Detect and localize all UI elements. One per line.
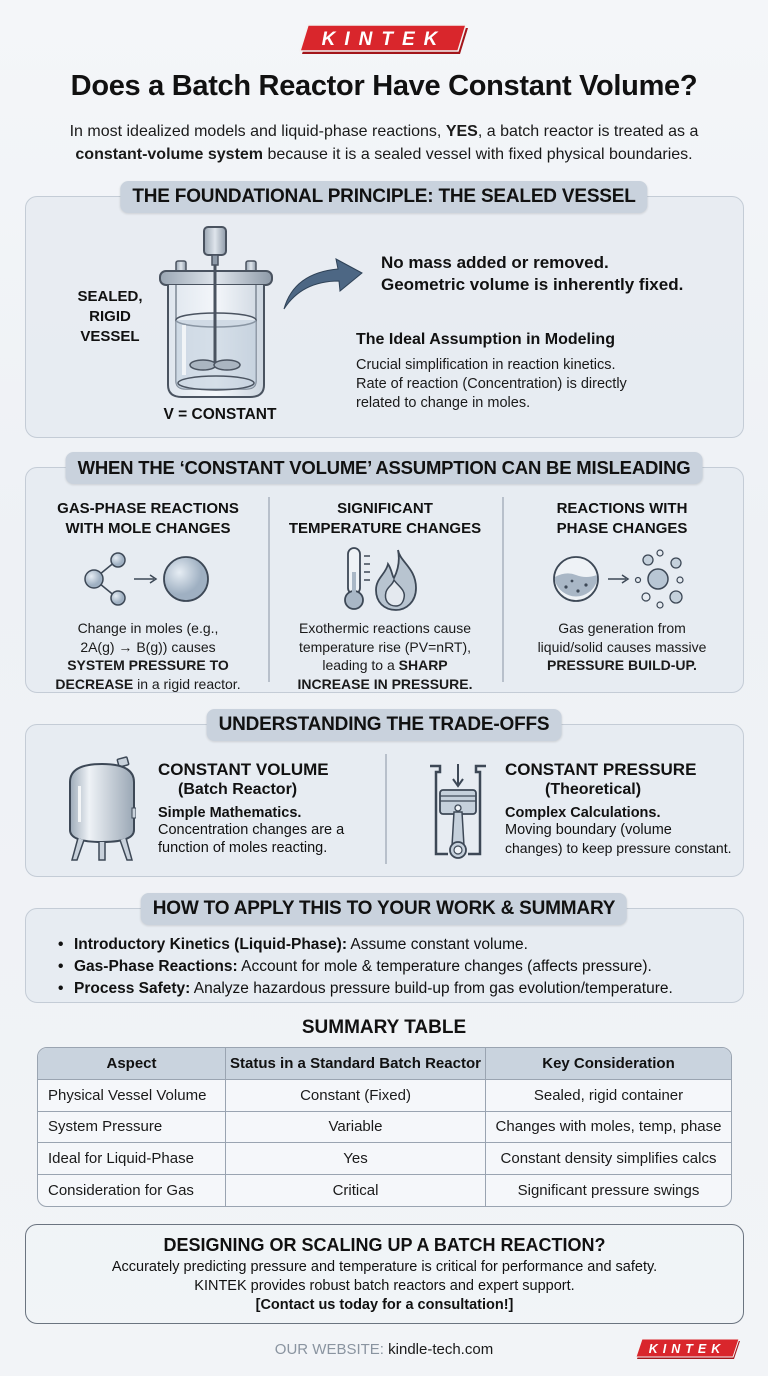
tradeoff-constant-volume: CONSTANT VOLUME (Batch Reactor) Simple Mathematics. Concentration changes are a function of moles reacting. (158, 760, 345, 856)
principle-heading: THE FOUNDATIONAL PRINCIPLE: THE SEALED VESSEL (120, 181, 647, 213)
vessel-caption: V = CONSTANT (163, 406, 277, 423)
tradeoff-constant-pressure: CONSTANT PRESSURE (Theoretical) Complex Calculations. Moving boundary (volume changes) to keep pressure constant. (505, 760, 732, 856)
reactor-vessel-icon (158, 225, 274, 405)
intro-text: In most idealized models and liquid-phase reactions, YES, a batch reactor is treated as a constant-volume system because it is a sealed vessel with fixed physical boundaries. (69, 123, 699, 163)
list-item: • Introductory Kinetics (Liquid-Phase): Assume constant volume. (58, 934, 673, 956)
apply-heading: HOW TO APPLY THIS TO YOUR WORK & SUMMARY (141, 893, 627, 925)
cta-line1: Accurately predicting pressure and temperature is critical for performance and safety. (111, 1259, 658, 1275)
cta-title: DESIGNING OR SCALING UP A BATCH REACTION? (163, 1235, 606, 1255)
col-text: Exothermic reactions cause temperature rise (PV=nRT), leading to a SHARP INCREASE IN PRESSURE. (297, 620, 473, 692)
table-header: Status in a Standard Batch Reactor (226, 1048, 486, 1080)
svg-text:KINTEK: KINTEK (648, 1342, 726, 1356)
table-header: Aspect (38, 1048, 226, 1080)
divider (385, 754, 387, 864)
table-cell: Constant density simplifies calcs (486, 1143, 731, 1175)
curved-arrow-icon (280, 253, 364, 311)
cta-line2: KINTEK provides robust batch reactors and expert support. (194, 1278, 575, 1294)
table-cell: Changes with moles, temp, phase (486, 1112, 731, 1144)
table-cell: Ideal for Liquid-Phase (38, 1143, 226, 1175)
table-cell: System Pressure (38, 1112, 226, 1144)
contact-link[interactable]: [Contact us today for a consultation!] (255, 1297, 514, 1313)
misleading-heading: WHEN THE ‘CONSTANT VOLUME’ ASSUMPTION CAN BE MISLEADING (66, 452, 703, 484)
table-cell: Yes (226, 1143, 486, 1175)
vessel-label: SEALED, RIGID VESSEL (77, 288, 143, 345)
tank-icon (68, 756, 136, 862)
table-cell: Physical Vessel Volume (38, 1080, 226, 1112)
assumption-text: Crucial simplification in reaction kinetics. Rate of reaction (Concentration) is directly related to change in moles. (356, 357, 627, 411)
table-cell: Sealed, rigid container (486, 1080, 731, 1112)
molecule-merge-icon (30, 539, 266, 619)
list-item: • Gas-Phase Reactions: Account for mole & temperature changes (affects pressure). (58, 956, 673, 978)
table-cell: Critical (226, 1175, 486, 1207)
kintek-logo-footer (634, 1338, 742, 1360)
col-title: REACTIONS WITH PHASE CHANGES (556, 500, 688, 537)
table-row (38, 1080, 731, 1112)
assumption-title: The Ideal Assumption in Modeling (356, 331, 615, 348)
principle-statement: No mass added or removed. Geometric volume is inherently fixed. (381, 253, 684, 294)
summary-table (37, 1047, 732, 1207)
table-cell: Significant pressure swings (517, 1181, 700, 1199)
page-title: Does a Batch Reactor Have Constant Volume? (70, 70, 698, 102)
summary-table-title: SUMMARY TABLE (301, 1017, 467, 1038)
table-row (38, 1175, 731, 1207)
website-label: OUR WEBSITE: (274, 1341, 389, 1358)
col-title: SIGNIFICANT TEMPERATURE CHANGES (288, 500, 482, 537)
table-cell: Consideration for Gas (38, 1175, 226, 1207)
table-header-row (38, 1048, 731, 1080)
website-link[interactable]: kindle-tech.com (388, 1341, 494, 1358)
col-title: GAS-PHASE REACTIONS WITH MOLE CHANGES (57, 500, 239, 537)
tradeoffs-heading: UNDERSTANDING THE TRADE-OFFS (207, 709, 562, 741)
table-row (38, 1143, 731, 1175)
kintek-logo (296, 24, 472, 56)
table-row (38, 1112, 731, 1144)
col-text: Change in moles (e.g., 2A(g) → B(g)) causes SYSTEM PRESSURE TO DECREASE in a rigid reactor. (55, 620, 241, 692)
thermometer-flame-icon (270, 539, 500, 619)
svg-text:KINTEK: KINTEK (321, 29, 447, 50)
apply-list (58, 934, 673, 1000)
misleading-col-phase (504, 499, 740, 675)
cta-box (25, 1224, 744, 1324)
table-header: Key Consideration (486, 1048, 731, 1080)
misleading-col-temperature (270, 499, 500, 693)
table-cell: Variable (226, 1112, 486, 1144)
list-item: • Process Safety: Analyze hazardous pressure build-up from gas evolution/temperature. (58, 978, 673, 1000)
piston-icon (426, 762, 490, 862)
col-text: Gas generation from liquid/solid causes massive PRESSURE BUILD-UP. (537, 620, 707, 673)
misleading-col-gas (30, 499, 266, 693)
table-cell: Constant (Fixed) (226, 1080, 486, 1112)
liquid-to-bubbles-icon (504, 539, 740, 619)
